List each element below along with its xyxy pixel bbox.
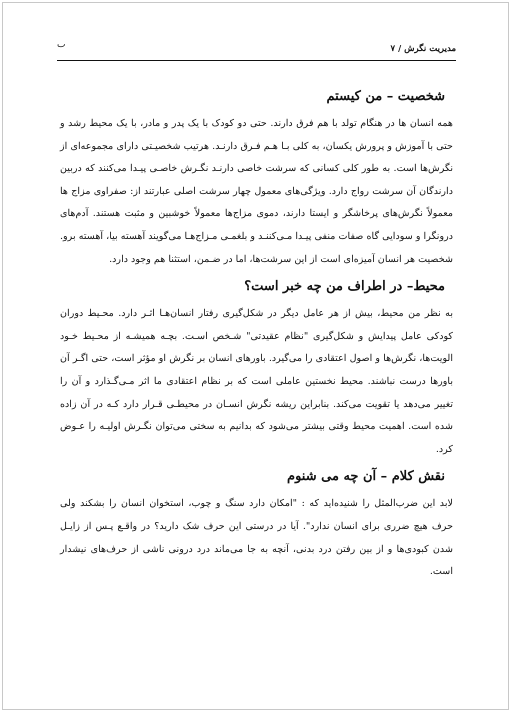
header-rule [57, 60, 456, 61]
header-end-mark: ٮ [57, 40, 66, 50]
section-paragraph: لابد این ضرب‌المثل را شنیده‌اید که : "امکان دارد سنگ و چوب، استخوان انسان را بشکند ولی حرف هیچ ضرری برای انسان ندارد". آیا در درستی این حرف شک دارید؟ در واقـع پـس از زایـل شدن کبودی‌ها و از بین رفتن درد بدنی، آنچه به جا می‌ماند درد درونی ناشی از حرف‌های نیشدار است. [60, 498, 453, 578]
section-heading: محیط– در اطراف من چه خبر است؟ [244, 279, 445, 295]
running-header [57, 38, 456, 58]
running-title: مدیریت نگرش / ۷ [390, 44, 456, 54]
section-paragraph: همه انسان ها در هنگام تولد با هم فرق دارند. حتی دو کودک با یک پدر و مادر، با یک محیط رشد و حتی با آموزش و پرورش یکسان، به کلی بـا هـم فـرق دارنـد. هرتیب شخصیـتی دارای مجموعه‌ای از نگرش‌ها است. به طور کلی کسانی که سرشت خاصی دارنـد نگـرش خاصـی پیـدا می‌کنند که دربین دارندگان آن سرشت رواج دارد. ویژگی‌های معمول چهار سرشت اصلی عبارتند از: صفراوی مزاج ها معمولاً نگرش‌های پرخاشگر و ایستا دارند، دموی مزاج‌ها معمولاً خوشبین و مثبت هستند. آدم‌های درونگرا و سودایی گاه صفات منفی پیـدا مـی‌کننـد و بلغمـی مـزاج‌هـا می‌گویند آهسته بیا، آهسته برو. شخصیت هر انسان آمیزه‌ای است از این سرشت‌ها، اما در ضـمن، استثنا هم وجود دارد. [60, 118, 453, 265]
section-personality [60, 86, 453, 271]
section-environment [60, 276, 453, 461]
section-heading: نقش کلام – آن چه می شنوم [287, 469, 445, 485]
section-paragraph: به نظر من محیط، بیش از هر عامل دیگر در شکل‌گیری رفتار انسان‌هـا اثـر دارد. محـیط دوران کودکی عامل پیدایش و شکل‌گیری "نظام عقیدتی" شـخص اسـت. بچـه همیشـه از محـیط خـود الویت‌ها، نگرش‌ها و اصول اعتقادی را می‌گیرد. باورهای انسان بر نگرش او مؤثر است، حتی اگـر آن باورها درست نباشند. محیط نخستین عاملی است که بر نظام اعتقادی ما اثر مـی‌گـذارد و آن را تغییر می‌دهد یا تقویت می‌کند. بنابراین ریشه نگرش انسـان در محیطـی قـرار دارد کـه در آن زاده شده است. اهمیت محیط وقتی بیشتر می‌شود که بدانیم به سختی می‌توان نگـرش اولیـه را عـوض کرد. [60, 308, 453, 455]
page-content [60, 86, 453, 589]
section-words [60, 466, 453, 583]
section-heading: شخصیت – من کیستم [326, 89, 445, 104]
